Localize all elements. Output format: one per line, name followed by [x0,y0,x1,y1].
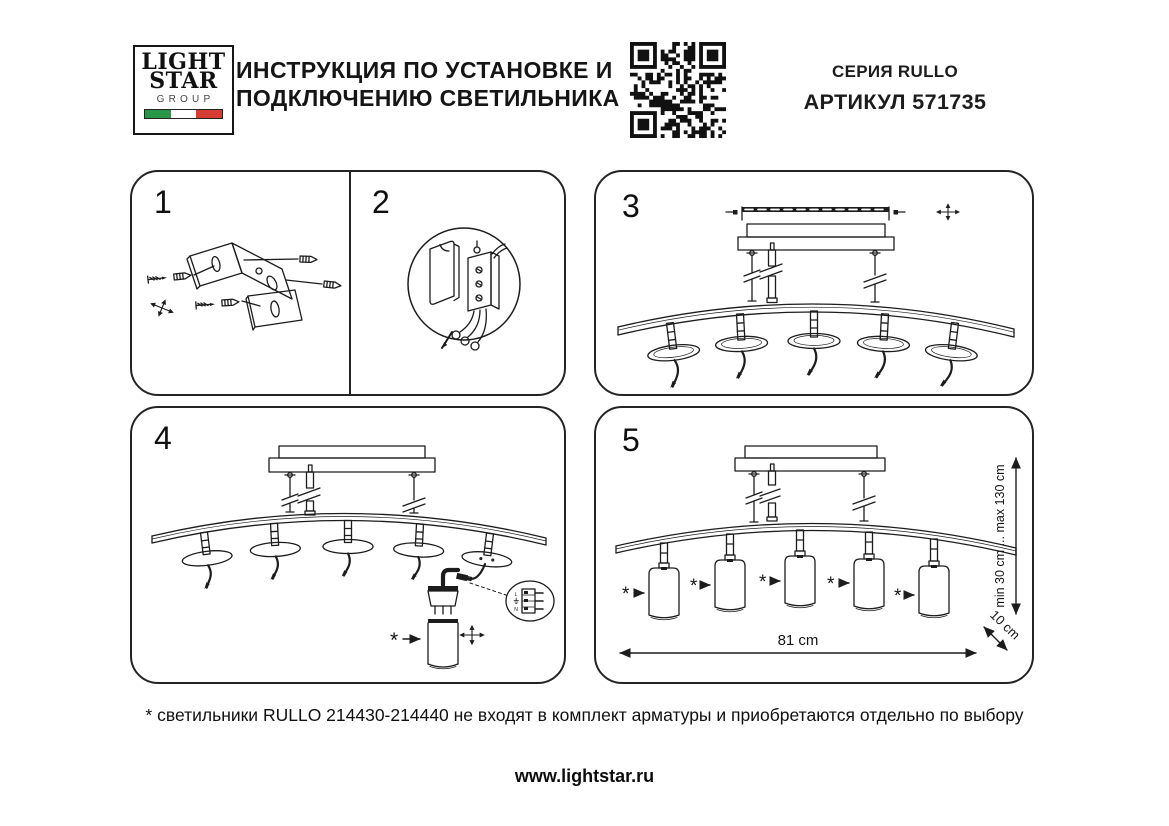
screw-icon [147,295,178,322]
dowel-anchor [222,299,239,306]
website-url: www.lightstar.ru [514,766,655,786]
screw-icon [459,625,485,645]
lamp-holder [323,521,373,577]
dimensions-diagram [596,408,1032,682]
connector-detail [506,581,554,621]
logo-star-text: STAR [149,68,218,94]
canopy [269,458,435,472]
screw [148,274,168,283]
step-number-5: 5 [622,422,640,458]
connector-plug [456,573,472,582]
asterisk-marker: * [894,586,902,607]
shade-assembly [428,564,506,669]
asterisk-marker: * [622,584,630,605]
brand-logo [133,45,234,135]
qr-code-graphic [628,42,728,138]
fixture-hanging-diagram [596,172,1032,394]
step-panel-5 [594,406,1034,684]
page-title [236,56,620,112]
dowel-anchor [174,272,192,280]
bracket-and-wiring-diagram [132,172,568,394]
lamp-shade [919,539,949,618]
flag-red-stripe [196,110,222,118]
terminal-n-label: N [514,607,518,613]
ceiling-bracket [279,446,425,458]
lamp-holders [644,311,981,390]
step-number-2: 2 [372,184,390,220]
depth-dimension [984,607,1023,650]
footnote: * светильники RULLO 214430-214440 не входят в комплект арматуры и приобретаются отдельно по выбору [145,705,1024,725]
title-line-1: ИНСТРУКЦИЯ ПО УСТАНОВКЕ И [236,57,613,83]
lamp-holder [856,313,911,380]
product-info [770,62,1020,115]
dim-width-label: 81 cm [777,632,819,649]
asterisk-marker: * [827,574,835,595]
lamp-holder [249,522,302,581]
lamp-holder [392,523,445,582]
lamp-shade [854,532,884,611]
wiring-detail-drawing [408,228,520,350]
width-dimension [620,632,976,653]
lamp-shade [649,543,679,620]
svg-text:*: * [390,629,399,652]
lamp-holder [714,313,769,380]
lamp-holder [179,529,235,591]
step-number-3: 3 [622,188,640,224]
asterisk-marker: * [690,576,698,597]
canopy [735,458,885,471]
italy-flag [144,109,223,119]
terminal-l-label: L [514,592,518,598]
asterisk-markers [622,572,914,607]
step-panel-4 [130,406,566,684]
dim-height-label: min 30 cm ... max 130 cm [993,464,1007,608]
lamp-holder [788,311,840,376]
asterisk-marker: * [759,572,767,593]
lamp-shade [715,534,745,612]
curved-track [616,523,1016,555]
step-number-1: 1 [154,184,172,220]
logo-group-text: GROUP [156,94,215,105]
ceiling-bracket [726,207,905,220]
suspension-rods [746,464,875,522]
screw [196,301,215,309]
flag-green-stripe [145,110,171,118]
screw-icon [936,203,960,221]
flag-white-stripe [171,110,197,118]
canopy [738,224,894,250]
step-panel-1-2 [130,170,566,396]
lamp-holder [921,320,980,390]
dim-depth-label: 10 cm [987,607,1024,643]
step-panel-3 [594,170,1034,396]
article-label: АРТИКУЛ 571735 [803,90,987,114]
asterisk-marker [390,629,420,652]
lamp-holder [644,320,703,390]
suspension-rods [744,243,886,303]
height-dimension [993,458,1016,614]
dowel-anchor [324,281,342,289]
step-number-4: 4 [154,420,172,456]
earth-icon [514,598,519,604]
series-label: СЕРИЯ RULLO [832,62,958,81]
curved-track [152,513,546,545]
dowel-anchor [300,256,317,263]
lamp-shades [649,530,949,620]
ceiling-bracket [745,446,877,458]
qr-code [628,42,728,138]
logo-light-text: LIGHT [141,49,226,75]
lamp-shade [785,530,815,608]
title-line-2: ПОДКЛЮЧЕНИЮ СВЕТИЛЬНИКА [236,85,620,111]
mounting-bracket-drawing [147,243,342,330]
shade-install-diagram [132,408,564,682]
